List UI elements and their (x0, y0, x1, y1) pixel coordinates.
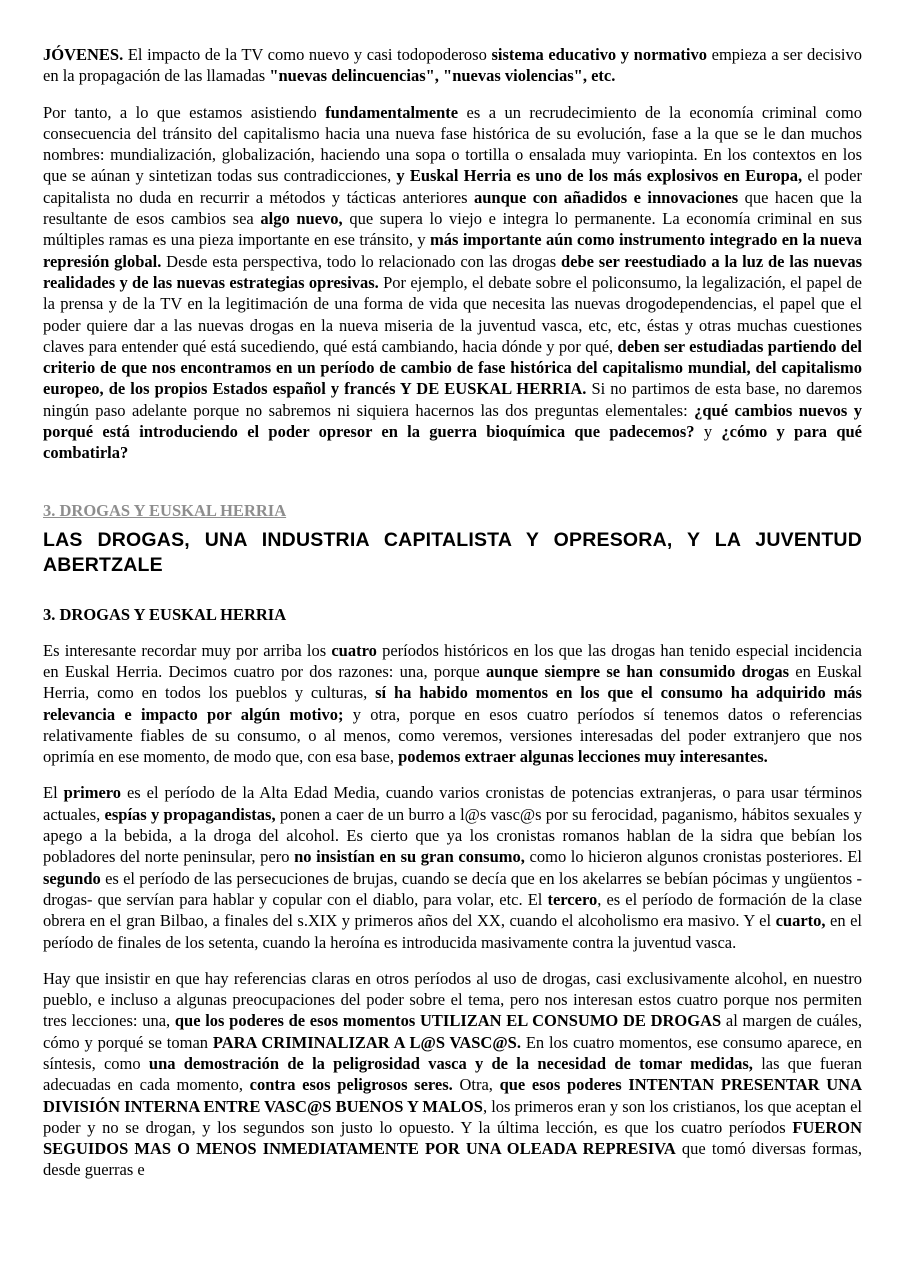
text-run: en Euskal Herria, como en todos los pueblos y culturas, (43, 661, 863, 703)
page-title: LAS DROGAS, UNA INDUSTRIA CAPITALISTA Y OPRESORA, Y LA JUVENTUD ABERTZALE (43, 528, 862, 576)
text-run: que hacen que la resultante de esos cambios sea (43, 187, 863, 229)
paragraph-economia-criminal (43, 102, 862, 464)
bold-text-run: JÓVENES. (43, 45, 124, 64)
paragraph-primero-segundo (43, 782, 862, 952)
text-run: Por tanto, a lo que estamos asistiendo (43, 102, 326, 122)
bold-text-run: algo nuevo, (260, 209, 343, 229)
text-run: en el período de finales de los setenta, cuando la heroína es introducida masivamente contra la juventud vasca. (43, 911, 862, 952)
bold-text-run: FUERON SEGUIDOS MAS O MENOS INMEDIATAMENTE POR UNA OLEADA REPRESIVA (43, 1117, 862, 1159)
bold-text-run: más importante aún como instrumento integrado en la nueva represión global. (43, 230, 862, 271)
bold-text-run: segundo (43, 868, 101, 888)
bold-text-run: aunque siempre se han consumido drogas (485, 661, 789, 681)
paragraph-jovenes (43, 44, 862, 87)
bold-text-run: que los poderes de esos momentos UTILIZAN EL CONSUMO DE DROGAS (174, 1011, 722, 1031)
text-run: Otra, (452, 1075, 500, 1095)
text-run: que tomó diversas formas, desde guerras e (43, 1139, 862, 1180)
text-run: empieza a ser decisivo en la propagación de las llamadas (43, 45, 862, 86)
bold-text-run: no insistían en su gran consumo, (294, 847, 525, 867)
text-run: que supera lo viejo e integra lo permanente. La economía criminal en sus múltiples ramas es una pieza importante en ese tránsito, y (43, 209, 862, 250)
text-run: Si no partimos de esta base, no daremos ningún paso adelante porque no sabremos ni siquiera hacernos las dos preguntas elementales: (43, 379, 862, 420)
bold-text-run: primero (63, 783, 122, 803)
text-run: es a un recrudecimiento de la economía criminal como consecuencia del tránsito del capitalismo hacia una nueva fase histórica de su evolución, fase a la que se le dan muchos nombres: mundialización, globalización, haciendo una sopa o tortilla o ensalada muy variopinta. En los contextos en los que se aúnan y sintetizan todas sus contradicciones, (43, 102, 862, 186)
text-run: ponen a caer de un burro a l@s vasc@s por su ferocidad, paganismo, hábitos sexuales y apego a la bebida, a la droga del alcohol. Es cierto que ya los cronistas romanos hablan de la sidra que bebían los pobladores del norte peninsular, pero (43, 804, 862, 867)
text-run: El impacto de la TV como nuevo y casi todopoderoso (123, 45, 492, 64)
bold-text-run: cuatro (331, 640, 377, 660)
bold-text-run: contra esos peligrosos seres. (249, 1075, 453, 1095)
bold-text-run: espías y propagandistas, (104, 804, 276, 824)
text-run: es el período de la Alta Edad Media, cuando varios cronistas de potencias extranjeras, o para usar términos actuales, (43, 783, 862, 824)
bold-text-run: "nuevas delincuencias", "nuevas violencias", etc. (269, 66, 616, 86)
text-run: En los cuatro momentos, ese consumo aparece, en síntesis, como (43, 1032, 862, 1073)
text-run: como lo hicieron algunos cronistas posteriores. El (524, 847, 862, 867)
bold-text-run: deben ser estudiadas partiendo del criterio de que nos encontramos en un período de cambio de fase histórica del capitalismo mundial, del capitalismo europeo, de los propios Estados español y francés Y DE EUSKAL HERRIA. (43, 336, 862, 399)
bold-text-run: fundamentalmente (325, 102, 459, 122)
text-run: las que fueran adecuadas en cada momento, (43, 1053, 862, 1095)
bold-text-run: ¿cómo y para qué combatirla? (43, 422, 862, 463)
text-run: y otra, porque en esos cuatro períodos sí tenemos datos o referencias relativamente fiables de su consumo, o al menos, como veremos, versiones interesadas del poder extranjero que nos oprimía en ese momento, de modo que, con esa base, (43, 704, 862, 767)
text-run: y (694, 422, 722, 442)
section-heading: 3. DROGAS Y EUSKAL HERRIA (43, 604, 287, 624)
text-run: Es interesante recordar muy por arriba los (43, 640, 332, 660)
section-link-heading[interactable]: 3. DROGAS Y EUSKAL HERRIA (43, 500, 287, 520)
text-run: Por ejemplo, el debate sobre el policonsumo, la legalización, el papel de la prensa y de la TV en la legitimación de una forma de vida que necesita las nuevas drogodependencias, el papel que el poder quiere dar a las nuevas drogas en la nueva miseria de la juventud vasca, etc, etc, éstas y otras muchas cuestiones claves para entender qué está sucediendo, qué está cambiando, hacia dónde y por qué, (43, 272, 862, 356)
text-run: al margen de cuáles, cómo y porqué se toman (43, 1011, 862, 1052)
bold-text-run: podemos extraer algunas lecciones muy interesantes. (398, 747, 768, 767)
text-run: el poder capitalista no duda en recurrir a métodos y tácticas anteriores (43, 166, 862, 207)
bold-text-run: y Euskal Herria es uno de los más explosivos en Europa, (396, 166, 803, 186)
paragraph-cuatro-periodos (43, 640, 862, 768)
bold-text-run: debe ser reestudiado a la luz de las nuevas realidades y de las nuevas estrategias opresivas. (43, 251, 862, 292)
text-run: períodos históricos en los que las drogas han tenido especial incidencia en Euskal Herria. Decimos cuatro por dos razones: una, porque (43, 640, 863, 681)
bold-text-run: sí ha habido momentos en los que el consumo ha adquirido más relevancia e impacto por algún motivo; (43, 683, 862, 724)
text-run: , los primeros eran y son los cristianos, los que aceptan el poder y no se drogan, y los segundos son justo lo opuesto. Y la última lección, es que los cuatro períodos (43, 1096, 862, 1137)
text-run: Hay que insistir en que hay referencias claras en otros períodos al uso de drogas, casi exclusivamente alcohol, en nuestro pueblo, e incluso a algunas preocupaciones del poder sobre el tema, pero nos interesan estos cuatro porque nos permiten tres lecciones: una, (43, 968, 862, 1031)
text-run: es el período de las persecuciones de brujas, cuando se decía que en los akelarres se bebían pócimas y ungüentos -drogas- que servían para hablar y copular con el diablo, para volar, etc. El (43, 868, 862, 909)
bold-text-run: que esos poderes INTENTAN PRESENTAR UNA DIVISIÓN INTERNA ENTRE VASC@S BUENOS Y MALOS (43, 1075, 862, 1116)
text-run: Desde esta perspectiva, todo lo relacionado con las drogas (161, 251, 561, 271)
bold-text-run: sistema educativo y normativo (491, 45, 707, 64)
bold-text-run: una demostración de la peligrosidad vasca y de la necesidad de tomar medidas, (148, 1053, 753, 1073)
text-run: , es el período de formación de la clase obrera en el gran Bilbao, a finales del s.XIX y primeros años del XX, cuando el alcoholismo era masivo. Y el (43, 889, 862, 931)
bold-text-run: tercero (547, 889, 598, 909)
bold-text-run: cuarto, (775, 911, 826, 931)
bold-text-run: aunque con añadidos e innovaciones (473, 187, 739, 207)
text-run: El (43, 783, 64, 803)
bold-text-run: ¿qué cambios nuevos y porqué está introduciendo el poder opresor en la guerra bioquímica que padecemos? (43, 400, 862, 442)
paragraph-tres-lecciones (43, 968, 862, 1181)
bold-text-run: PARA CRIMINALIZAR A L@S VASC@S. (212, 1032, 521, 1052)
